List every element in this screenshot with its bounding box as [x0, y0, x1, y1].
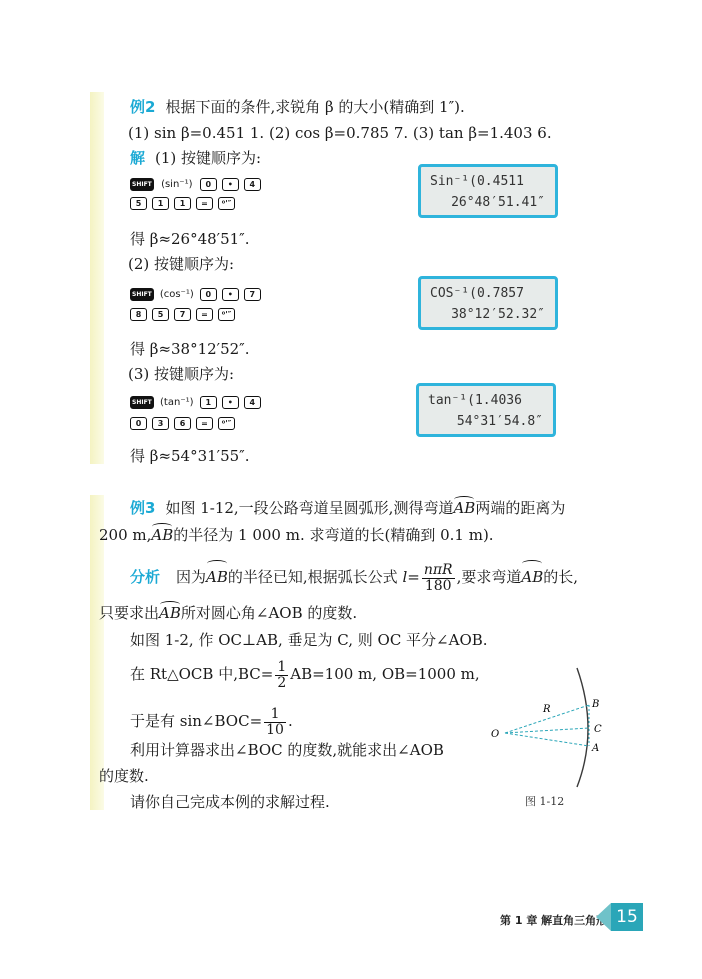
key: 6 [174, 417, 191, 430]
analysis-line [130, 562, 578, 594]
key: = [196, 197, 213, 210]
example2-label: 例2 [130, 98, 156, 116]
text: 所对圆心角∠AOB 的度数. [180, 604, 358, 622]
part3-text: (3) 按键顺序为: [128, 365, 235, 383]
screen-result: 54°31′54.8″ [456, 414, 543, 429]
numerator: 1 [277, 658, 287, 675]
text: . [287, 712, 293, 730]
screen-result: 38°12′52.32″ [451, 307, 545, 322]
screen-input: Sin⁻¹(0.4511 [430, 174, 524, 189]
part1-text: (1) 按键顺序为: [155, 149, 262, 167]
cos-inverse-key: (cos⁻¹) [159, 289, 194, 300]
example3-label: 例3 [130, 499, 156, 517]
degree-key: ⁰'″ [218, 417, 235, 430]
text: 如图 1-12,一段公路弯道呈圆弧形,测得弯道 [165, 499, 454, 517]
example2-title: 根据下面的条件,求锐角 β 的大小(精确到 1″). [165, 98, 465, 116]
example2-heading [130, 97, 465, 117]
text: ,要求弯道 [456, 568, 522, 586]
half-fraction [275, 660, 288, 691]
key: • [222, 396, 239, 409]
part2-result: 得 β≈38°12′52″. [130, 340, 250, 358]
part1-keys-row1 [130, 178, 261, 191]
text: 在 Rt△OCB 中,BC= [130, 665, 274, 683]
part2-text: (2) 按键顺序为: [128, 255, 235, 273]
part3-keys-row1 [130, 396, 261, 409]
key: 0 [130, 417, 147, 430]
arc-ab: AB [151, 526, 174, 544]
screen-input: tan⁻¹(1.4036 [428, 393, 522, 408]
key: 5 [152, 308, 169, 321]
part1-calculator-screen [418, 164, 558, 218]
tan-inverse-key: (tan⁻¹) [160, 397, 194, 408]
line-oc [505, 728, 589, 733]
denominator: 180 [424, 577, 452, 594]
part3-keys-row2 [130, 417, 235, 430]
key: 0 [200, 178, 217, 191]
sin-inverse-key: (sin⁻¹) [161, 179, 193, 190]
solution-line [130, 148, 261, 168]
part3-calculator-screen [416, 383, 556, 437]
key: 1 [200, 396, 217, 409]
arc-road [577, 668, 588, 787]
denominator: 2 [277, 674, 287, 691]
line-oa [505, 733, 589, 746]
degree-key: ⁰'″ [218, 197, 235, 210]
figure-1-12 [485, 665, 615, 790]
key: 1 [152, 197, 169, 210]
example3-line1 [130, 498, 565, 518]
label-c: C [594, 724, 602, 735]
arc-length-formula: l= [402, 568, 420, 586]
part1-result: 得 β≈26°48′51″. [130, 230, 250, 248]
label-b: B [592, 699, 600, 710]
text: 200 m, [99, 526, 152, 544]
numerator: nπR [423, 561, 453, 578]
shift-key: SHIFT [130, 288, 154, 301]
arc-ab: AB [521, 562, 543, 592]
example3-line10: 请你自己完成本例的求解过程. [130, 793, 330, 811]
arc-ab: AB [159, 604, 181, 622]
tenth-fraction [264, 707, 286, 738]
label-r: R [543, 704, 551, 715]
page-badge-arrow [596, 903, 611, 931]
figure-caption: 图 1-12 [525, 795, 565, 808]
denominator: 10 [266, 721, 284, 738]
screen-input: COS⁻¹(0.7857 [430, 286, 524, 301]
part1-keys-row2 [130, 197, 235, 210]
arc-ab: AB [206, 562, 228, 592]
example3-line2 [99, 525, 494, 545]
page-number: 15 [611, 903, 643, 931]
example3-line4 [99, 603, 357, 623]
key: 8 [130, 308, 147, 321]
key: 3 [152, 417, 169, 430]
example3-line9: 的度数. [99, 767, 149, 785]
key: • [222, 178, 239, 191]
arc-ab: AB [453, 499, 476, 517]
example3-line8: 利用计算器求出∠BOC 的度数,就能求出∠AOB [130, 741, 444, 759]
key: 0 [200, 288, 217, 301]
shift-key: SHIFT [130, 178, 154, 191]
key: 1 [174, 197, 191, 210]
key: 7 [244, 288, 261, 301]
key: 4 [244, 178, 261, 191]
text: AB=100 m, OB=1000 m, [290, 665, 480, 683]
example3-line6 [130, 658, 480, 691]
analysis-label: 分析 [130, 568, 161, 586]
text: 的半径已知,根据弧长公式 [227, 568, 398, 586]
part2-keys-row1 [130, 288, 261, 301]
label-o: O [491, 729, 500, 740]
text: 于是有 sin∠BOC= [130, 712, 263, 730]
numerator: 1 [264, 707, 286, 723]
formula-fraction [422, 563, 455, 594]
part2-keys-row2 [130, 308, 235, 321]
text: 只要求出 [99, 604, 160, 622]
shift-key: SHIFT [130, 396, 154, 409]
example2-conditions: (1) sin β=0.451 1. (2) cos β=0.785 7. (3) tan β=1.403 6. [128, 124, 552, 142]
screen-result: 26°48′51.41″ [451, 195, 545, 210]
key: 7 [174, 308, 191, 321]
text: 两端的距离为 [475, 499, 566, 517]
key: 5 [130, 197, 147, 210]
example3-line5: 如图 1-2, 作 OC⊥AB, 垂足为 C, 则 OC 平分∠AOB. [130, 631, 488, 649]
part3-result: 得 β≈54°31′55″. [130, 447, 250, 465]
key: • [222, 288, 239, 301]
chapter-footer: 第 1 章 解直角三角形 [500, 914, 608, 927]
text: 的半径为 1 000 m. 求弯道的长(精确到 0.1 m). [173, 526, 494, 544]
key: 4 [244, 396, 261, 409]
text: 的长, [543, 568, 579, 586]
key: = [196, 308, 213, 321]
example3-line7 [130, 705, 293, 738]
degree-key: ⁰'″ [218, 308, 235, 321]
label-a: A [592, 743, 600, 754]
text: 因为 [176, 568, 207, 586]
part2-calculator-screen [418, 276, 558, 330]
key: = [196, 417, 213, 430]
example2-side-band [90, 92, 104, 464]
solution-label: 解 [130, 149, 146, 167]
